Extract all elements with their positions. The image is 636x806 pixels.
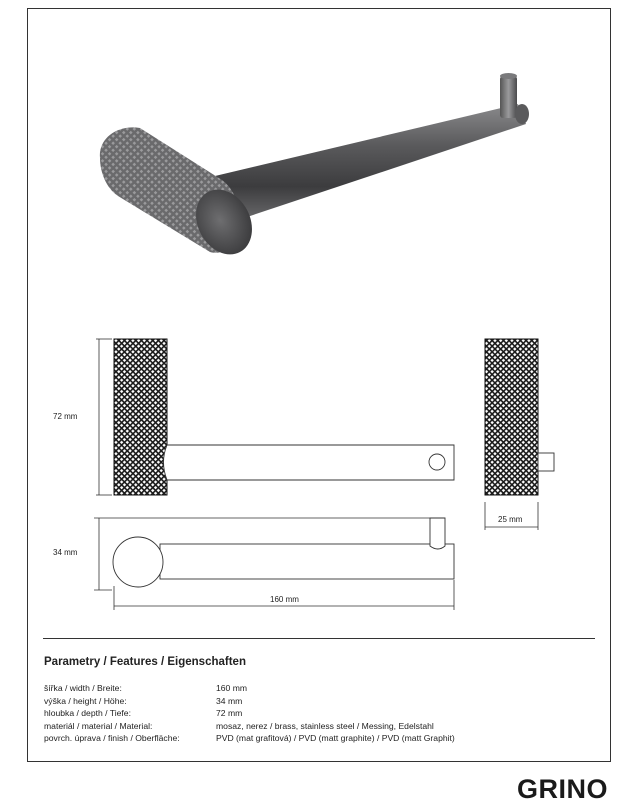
feature-value: 34 mm bbox=[216, 695, 243, 706]
feature-row-finish bbox=[44, 733, 455, 746]
feature-row-depth bbox=[44, 708, 455, 721]
feature-value: mosaz, nerez / brass, stainless steel / Messing, Edelstahl bbox=[216, 720, 434, 731]
feature-label: šířka / width / Breite: bbox=[44, 683, 122, 693]
width-dimension-label: 160 mm bbox=[270, 595, 299, 604]
feature-row-height bbox=[44, 696, 455, 709]
front-view bbox=[96, 339, 454, 495]
brand-logo: GRINO bbox=[516, 774, 608, 804]
feature-row-material bbox=[44, 721, 455, 734]
section-divider bbox=[43, 638, 595, 639]
feature-value: 72 mm bbox=[216, 708, 243, 719]
feature-value: 160 mm bbox=[216, 683, 248, 693]
feature-label: hloubka / depth / Tiefe: bbox=[44, 708, 131, 719]
depth-dimension-label: 34 mm bbox=[53, 548, 78, 557]
feature-label: materiál / material / Material: bbox=[44, 720, 153, 731]
feature-value: PVD (mat grafitová) / PVD (matt graphite) / PVD (matt Graphit) bbox=[216, 733, 455, 744]
features-table bbox=[44, 683, 455, 746]
features-title: Parametry / Features / Eigenschaften bbox=[44, 656, 246, 668]
feature-label: povrch. úprava / finish / Oberfläche: bbox=[44, 733, 180, 744]
feature-row-width bbox=[44, 683, 455, 696]
side-view bbox=[485, 339, 554, 530]
side-depth-dimension-label: 25 mm bbox=[498, 515, 523, 524]
feature-label: výška / height / Höhe: bbox=[44, 695, 127, 706]
height-dimension-label: 72 mm bbox=[53, 412, 78, 421]
